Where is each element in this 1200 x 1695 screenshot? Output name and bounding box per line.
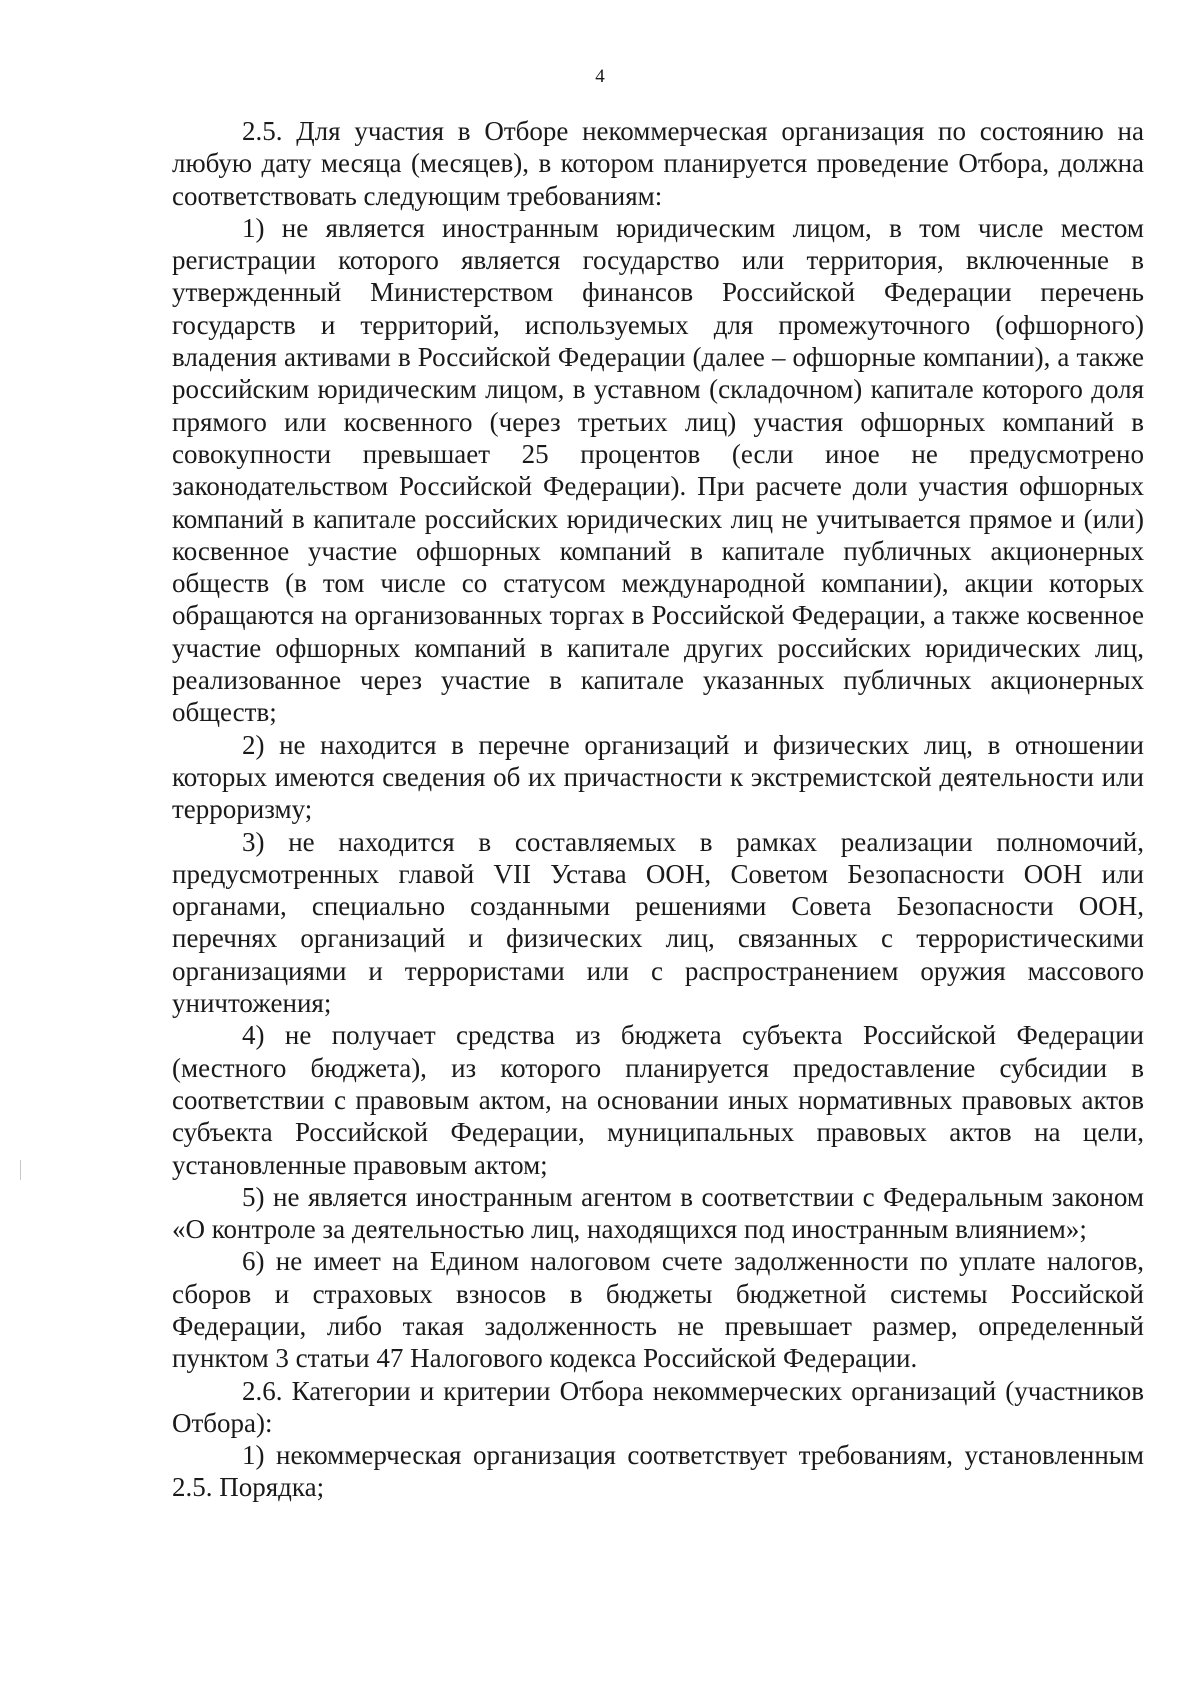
paragraph-2-5: 2.5. Для участия в Отборе некоммерческая организация по состоянию на любую дату месяца (месяцев), в котором планируется проведение Отбора, должна соответствовать следующим требованиям: xyxy=(172,116,1144,211)
scan-edge-mark xyxy=(20,1160,21,1180)
paragraph-2-6: 2.6. Категории и критерии Отбора некоммерческих организаций (участников Отбора): xyxy=(172,1375,1144,1438)
paragraph-2-6-item-1: 1) некоммерческая организация соответствует требованиям, установленным 2.5. Порядка; xyxy=(172,1440,1144,1503)
paragraph-2-5-item-3: 3) не находится в составляемых в рамках реализации полномочий, предусмотренных главой VII Устава ООН, Советом Безопасности ООН или органами, специально созданными решениями Совета Безопасности ООН, перечнях организаций и физических лиц, связанных с террористическими организациями и террористами или с распространением оружия массового уничтожения; xyxy=(172,826,1144,1019)
paragraph-2-5-item-2: 2) не находится в перечне организаций и физических лиц, в отношении которых имеются сведения об их причастности к экстремистской деятельности или терроризму; xyxy=(172,729,1144,825)
paragraph-2-5-item-1: 1) не является иностранным юридическим лицом, в том числе местом регистрации которого является государство или территория, включенные в утвержденный Министерством финансов Российской Федерации перечень государств и территорий, используемых для промежуточного (офшорного) владения активами в Российской Федерации (далее – офшорные компании), а также российским юридическим лицом, в уставном (складочном) капитале которого доля прямого или косвенного (через третьих лиц) участия офшорных компаний в совокупности превышает 25 процентов (если иное не предусмотрено законодательством Российской Федерации). При расчете доли участия офшорных компаний в капитале российских юридических лиц не учитывается прямое и (или) косвенное участие офшорных компаний в капитале публичных акционерных обществ (в том числе со статусом международной компании), акции которых обращаются на организованных торгах в Российской Федерации, а также косвенное участие офшорных компаний в капитале других российских юридических лиц, реализованное через участие в капитале указанных публичных акционерных обществ; xyxy=(172,212,1144,728)
document-body xyxy=(172,115,1144,1504)
paragraph-2-5-item-6: 6) не имеет на Едином налоговом счете задолженности по уплате налогов, сборов и страховых взносов в бюджеты бюджетной системы Российской Федерации, либо такая задолженность не превышает размер, определенный пунктом 3 статьи 47 Налогового кодекса Российской Федерации. xyxy=(172,1246,1144,1374)
paragraph-2-5-item-5: 5) не является иностранным агентом в соответствии с Федеральным законом «О контроле за деятельностью лиц, находящихся под иностранным влиянием»; xyxy=(172,1181,1144,1245)
paragraph-2-5-item-4: 4) не получает средства из бюджета субъекта Российской Федерации (местного бюджета), из которого планируется предоставление субсидии в соответствии с правовым актом, на основании иных нормативных правовых актов субъекта Российской Федерации, муниципальных правовых актов на цели, установленные правовым актом; xyxy=(172,1020,1144,1180)
page-number: 4 xyxy=(595,66,605,87)
